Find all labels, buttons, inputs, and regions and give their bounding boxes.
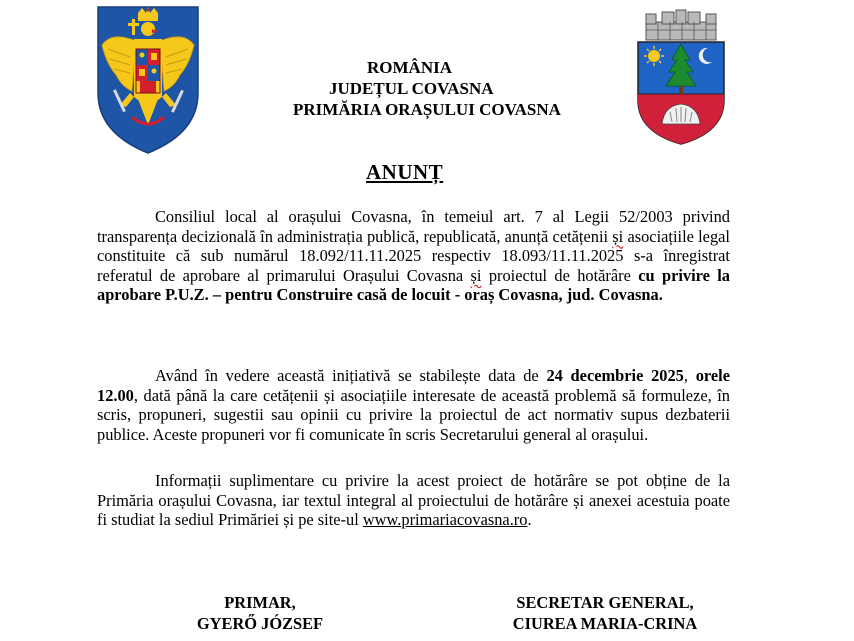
signature-mayor xyxy=(185,592,335,634)
p1-si-1: și xyxy=(612,226,624,246)
announcement-paragraph-1 xyxy=(97,207,730,305)
header-country: ROMÂNIA xyxy=(367,58,452,77)
p1-text-2: asociațiile legal constituite că sub numărul 18.092/11.11.2025 respectiv 18.093/11.11.2025 s-a înregistrat referatul de aprobare al primarului Orașului Covasna xyxy=(97,226,730,285)
website-link[interactable]: www.primariacovasna.ro xyxy=(362,510,528,530)
header-county: JUDEȚUL COVASNA xyxy=(329,79,494,98)
secretary-role: SECRETAR GENERAL, xyxy=(516,593,694,612)
secretary-name: CIUREA MARIA-CRINA xyxy=(512,614,698,633)
romania-coat-of-arms xyxy=(96,5,200,155)
signature-secretary xyxy=(480,592,730,634)
p2-text-2: , xyxy=(683,366,696,385)
p1-bold-subject: cu privire la aprobare P.U.Z. – pentru Construire casă de locuit - oraș Covasna, jud. Covasna. xyxy=(97,265,730,305)
p1-si-2: și xyxy=(470,265,482,285)
covasna-coat-of-arms xyxy=(634,8,728,146)
p3-text-1: Informații suplimentare cu privire la acest proiect de hotărâre se pot obține de la Primăria orașului Covasna, iar textul integral al proiectului de hotărâre și anexei acestuia poate fi studiat la sediul Primăriei și pe site-ul xyxy=(97,471,730,530)
announcement-paragraph-3 xyxy=(97,471,730,530)
header-town-hall: PRIMĂRIA ORAȘULUI COVASNA xyxy=(293,100,561,119)
mayor-role: PRIMAR, xyxy=(224,593,296,612)
p2-text-1: Având în vedere această inițiativă se stabilește data de xyxy=(155,366,547,385)
page-title: ANUNȚ xyxy=(366,160,444,184)
announcement-paragraph-2 xyxy=(97,366,730,444)
p2-deadline-date: 24 decembrie 2025 xyxy=(546,366,684,385)
p2-deadline-hour: orele 12.00 xyxy=(97,366,730,405)
mayor-name: GYERŐ JÓZSEF xyxy=(196,614,324,633)
p3-text-2: . xyxy=(527,510,532,530)
p2-text-3: , dată până la care cetățenii și asociațiile interesate de această problemă să formuleze, în scris, propuneri, sugestii sau opinii cu privire la proiectul de act normativ supus dezbaterii publice. Aceste propuneri vor fi comunicate în scris Secretarului general al orașului. xyxy=(97,385,730,444)
p1-text-1: Consiliul local al orașului Covasna, în temeiul art. 7 al Legii 52/2003 privind transparența decizională în administrația publică, republicată, anunță cetățenii xyxy=(97,207,730,246)
p1-text-3: proiectul de hotărâre xyxy=(481,265,639,285)
